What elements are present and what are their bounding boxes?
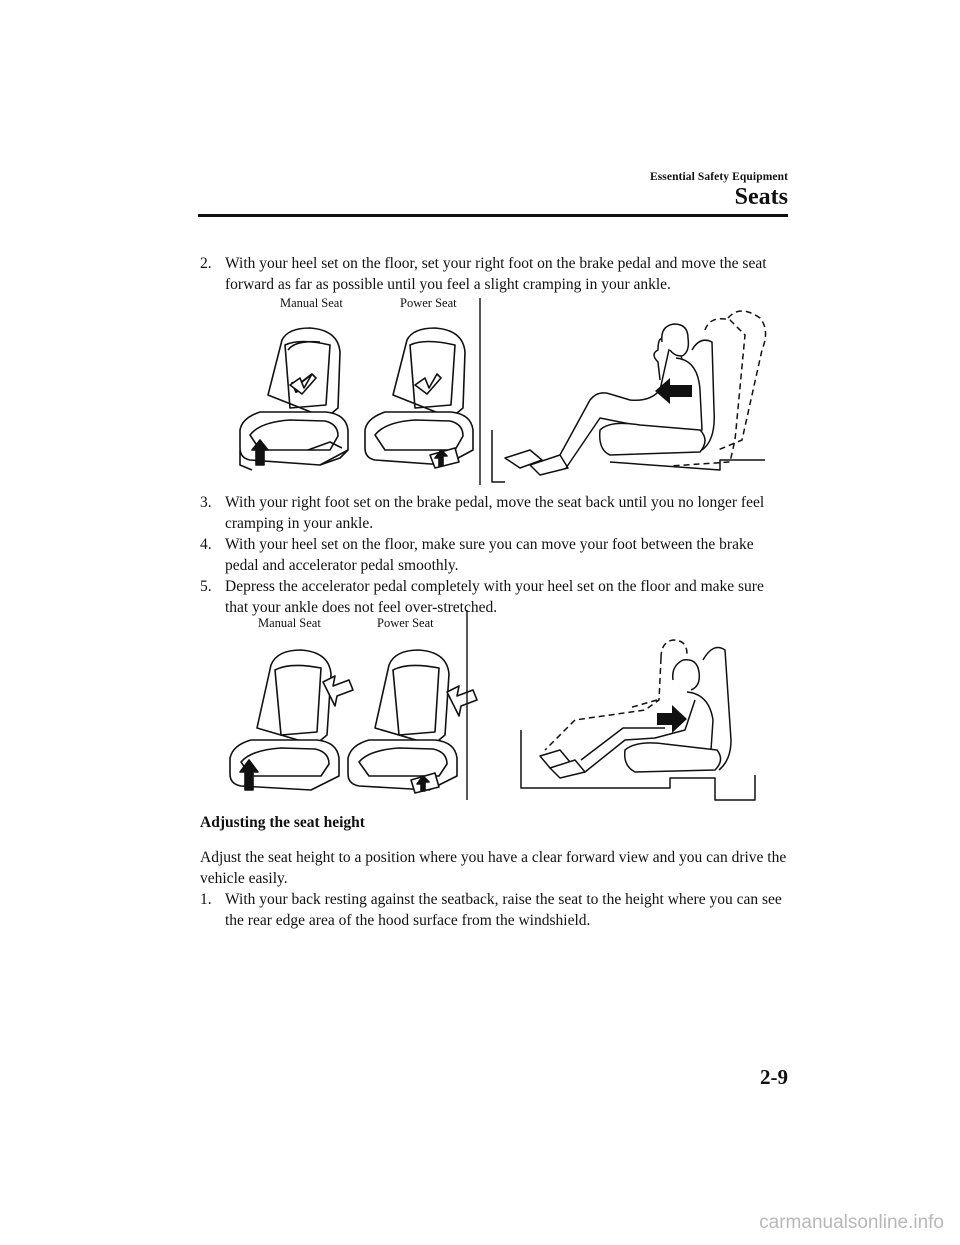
seat-back-figure	[225, 610, 770, 805]
power-seat-illustration	[348, 650, 477, 793]
height-step-1	[200, 889, 790, 931]
section-heading: Adjusting the seat height	[200, 814, 365, 831]
step-text: With your heel set on the floor, make sure you can move your foot between the brake pedal and accelerator pedal smoothly.	[225, 536, 754, 574]
seat-forward-figure	[230, 290, 770, 485]
step-text: With your heel set on the floor, set your right foot on the brake pedal and move the seat forward as far as possible until you feel a slight cramping in your ankle.	[225, 255, 767, 293]
manual-seat-label: Manual Seat	[258, 616, 321, 630]
watermark: carmanualsonline.info	[759, 1212, 944, 1233]
step-number: 2.	[200, 255, 212, 272]
step-number: 3.	[200, 494, 212, 511]
header-rule	[198, 214, 788, 217]
section-intro: Adjust the seat height to a position where you have a clear forward view and you can drive the vehicle easily.	[200, 849, 787, 887]
power-seat-label: Power Seat	[400, 296, 457, 310]
page-title: Seats	[734, 184, 788, 210]
page-number: 2-9	[760, 1065, 788, 1089]
power-seat-label: Power Seat	[377, 616, 434, 630]
step-text: With your back resting against the seatback, raise the seat to the height where you can see the rear edge area of the hood surface from the windshield.	[225, 891, 782, 929]
manual-seat-label: Manual Seat	[280, 296, 343, 310]
step-3	[200, 492, 790, 534]
step-text: With your right foot set on the brake pedal, move the seat back until you no longer feel cramping in your ankle.	[225, 494, 765, 532]
driver-side-view-illustration	[492, 311, 766, 482]
step-number: 1.	[200, 891, 212, 908]
power-seat-illustration	[365, 328, 473, 468]
step-text: Depress the accelerator pedal completely with your heel set on the floor and make sure that your ankle does not feel over-stretched.	[225, 578, 764, 616]
step-4	[200, 534, 790, 576]
manual-seat-illustration	[240, 328, 348, 470]
step-number: 5.	[200, 578, 212, 595]
driver-side-view-illustration	[521, 640, 755, 800]
manual-seat-illustration	[230, 650, 353, 790]
step-2	[200, 253, 790, 295]
section-name: Essential Safety Equipment	[649, 171, 788, 183]
step-number: 4.	[200, 536, 212, 553]
